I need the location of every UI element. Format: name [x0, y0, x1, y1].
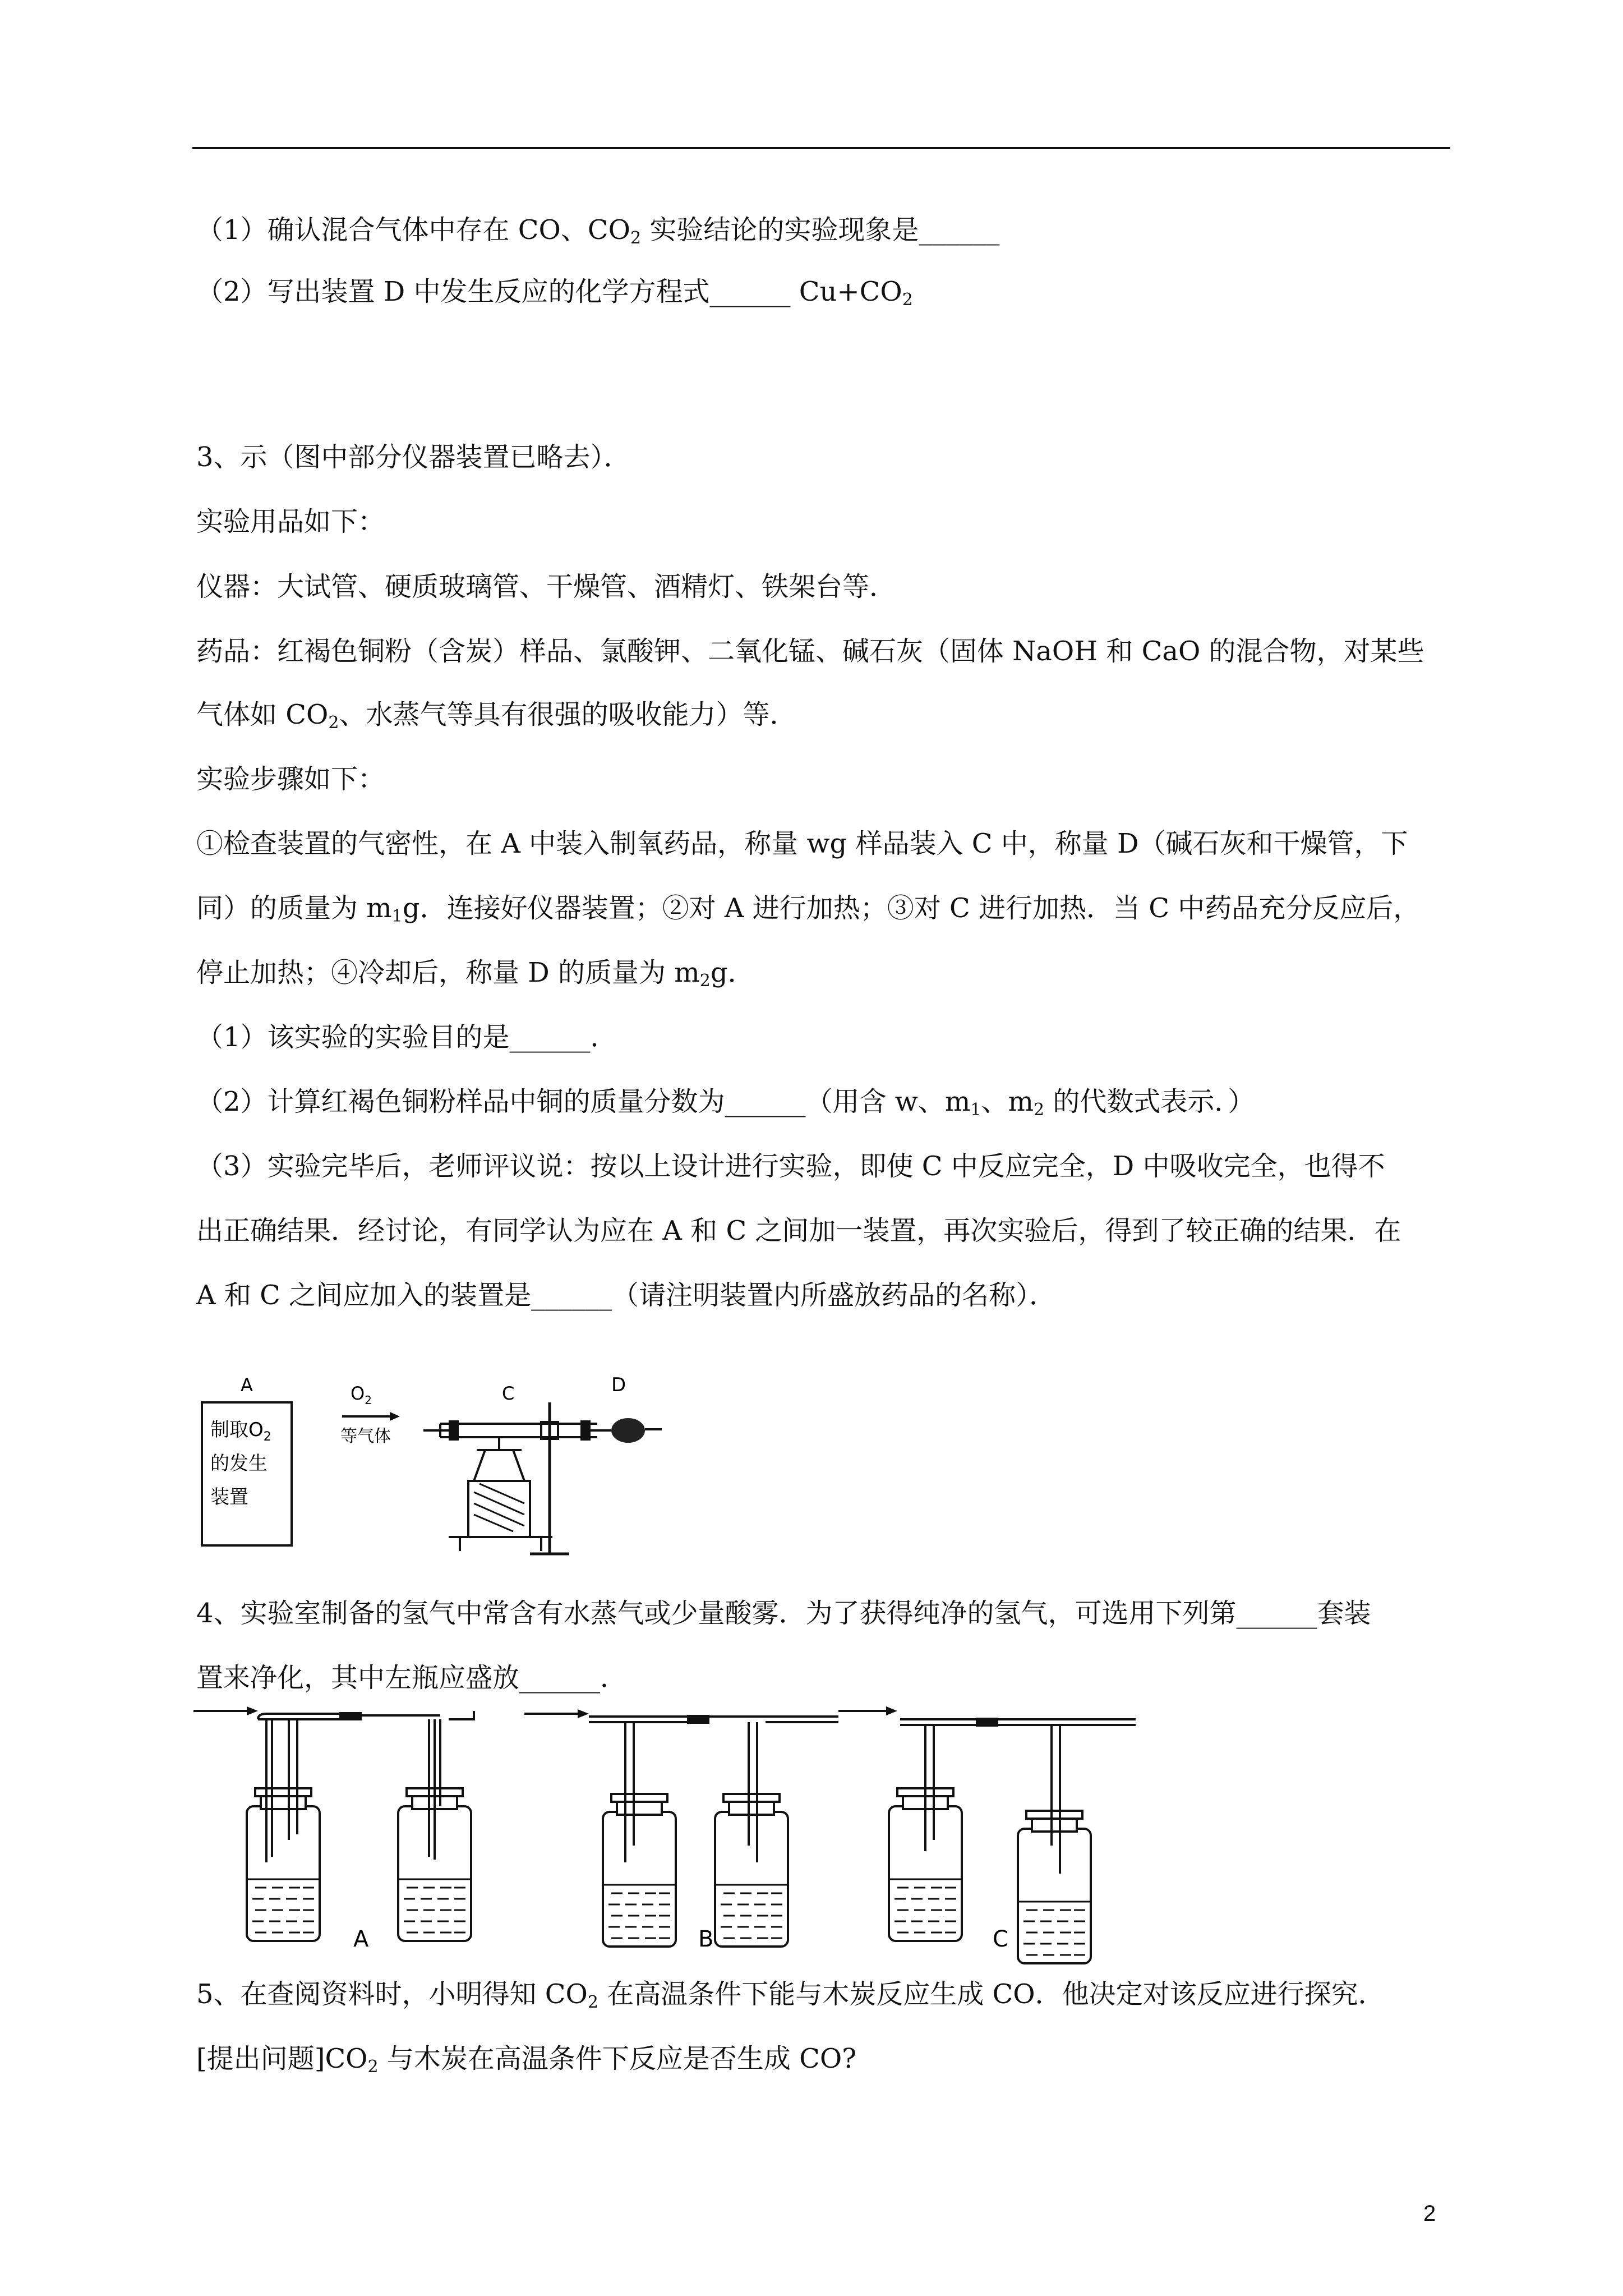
steps-line-1 — [196, 830, 1408, 857]
text: 5、在查阅资料时，小明得知 CO — [196, 1978, 588, 2010]
text: 实验步骤如下： — [196, 763, 385, 795]
drying-tube-bulb — [611, 1418, 645, 1443]
question-2-part-1 — [196, 214, 1000, 248]
subscript: 2 — [367, 2057, 379, 2077]
materials-heading — [196, 508, 385, 535]
box-label-line-1: 制取$O_2$ — [210, 1419, 271, 1444]
text: 在高温条件下能与木炭反应生成 CO．他决定对该反应进行探究． — [598, 1978, 1385, 2010]
bottle-set-b — [524, 1709, 838, 1952]
set-label-c: C — [993, 1926, 1008, 1952]
question-3-part-3-line-3 — [196, 1282, 1056, 1309]
text: 3、示（图中部分仪器装置已略去）． — [196, 441, 631, 473]
question-4-line-2 — [196, 1662, 628, 1694]
subscript: 2 — [587, 1993, 598, 2012]
steps-line-2 — [196, 892, 1421, 926]
box-letter: A — [241, 1374, 253, 1396]
set-label-a: A — [353, 1926, 369, 1952]
text: （1）该实验的实验目的是______． — [196, 1022, 617, 1053]
box-label-line-3: 装置 — [210, 1486, 248, 1508]
page-number: 2 — [1423, 2201, 1436, 2226]
apparatus-figure — [193, 1369, 676, 1559]
text: 4、实验室制备的氢气中常含有水蒸气或少量酸雾．为了获得纯净的氢气，可选用下列第______套装 — [196, 1598, 1371, 1629]
text: 仪器：大试管、硬质玻璃管、干燥管、酒精灯、铁架台等． — [196, 571, 897, 602]
text: 实验用品如下： — [196, 506, 385, 537]
subscript: 1 — [391, 907, 403, 926]
text: （2）计算红褐色铜粉样品中铜的质量分数为______（用含 w、m — [196, 1086, 971, 1117]
subscript: 2 — [902, 290, 913, 310]
text: （1）确认混合气体中存在 CO、CO — [196, 214, 630, 246]
subscript: 2 — [630, 228, 642, 248]
question-5-line-2 — [196, 2045, 856, 2076]
instruments-line — [196, 573, 896, 600]
subscript: 2 — [699, 971, 711, 991]
steps-line-3 — [196, 959, 755, 990]
text: [提出问题]CO — [196, 2043, 368, 2074]
text: （3）实验完毕后，老师评议说：按以上设计进行实验，即使 C 中反应完全，D 中吸收完全，也得不 — [196, 1151, 1385, 1182]
subscript: 2 — [328, 713, 339, 733]
lamp-flame-cone — [474, 1450, 524, 1481]
question-3-intro — [196, 441, 631, 473]
text: 的代数式表示．） — [1044, 1086, 1255, 1117]
alcohol-lamp — [468, 1481, 530, 1537]
question-3-part-3-line-1 — [196, 1153, 1385, 1180]
text: 置来净化，其中左瓶应盛放______． — [196, 1662, 628, 1694]
text: 实验结论的实验现象是______ — [641, 214, 1000, 246]
reagents-line-2 — [196, 701, 796, 731]
question-3-part-3-line-2 — [196, 1217, 1401, 1244]
text: 药品：红褐色铜粉（含炭）样品、氯酸钾、二氧化锰、碱石灰（固体 NaOH 和 CaO 的混合物，对某些 — [196, 636, 1424, 667]
text: 、水蒸气等具有很强的吸收能力）等． — [339, 699, 797, 730]
text: 出正确结果．经讨论，有同学认为应在 A 和 C 之间加一装置，再次实验后，得到了较正确的结果．在 — [196, 1215, 1401, 1246]
text: A 和 C 之间应加入的装置是______（请注明装置内所盛放药品的名称）． — [196, 1280, 1057, 1311]
header-rule — [192, 147, 1450, 149]
washing-bottles-figure — [193, 1705, 1158, 1952]
label-d: D — [611, 1374, 626, 1396]
box-label-line-2: 的发生 — [210, 1452, 268, 1475]
arrow-top-label: $O_2$ — [351, 1383, 372, 1407]
label-c: C — [502, 1383, 515, 1404]
text: 、m — [981, 1086, 1034, 1117]
text: 同）的质量为 m — [196, 892, 392, 924]
steps-heading — [196, 763, 385, 795]
question-3-part-2 — [196, 1088, 1255, 1119]
question-5-line-1 — [196, 1978, 1385, 2012]
question-2-part-2 — [196, 278, 913, 309]
text: g． — [710, 957, 755, 988]
text: 与木炭在高温条件下反应是否生成 CO? — [378, 2043, 856, 2074]
set-label-b: B — [698, 1926, 714, 1952]
text: 停止加热；④冷却后，称量 D 的质量为 m — [196, 957, 700, 988]
text: （2）写出装置 D 中发生反应的化学方程式______ Cu+CO — [196, 276, 902, 307]
question-3-part-1 — [196, 1024, 617, 1051]
question-4-line-1 — [196, 1600, 1371, 1627]
bottle-set-c — [838, 1706, 1136, 1963]
bottle-set-a — [193, 1706, 474, 1952]
gas-arrow-head — [390, 1412, 400, 1421]
arrow-bottom-label: 等气体 — [340, 1427, 391, 1446]
text: g．连接好仪器装置；②对 A 进行加热；③对 C 进行加热．当 C 中药品充分反应后， — [402, 892, 1421, 924]
subscript: 2 — [1034, 1100, 1045, 1120]
subscript: 1 — [970, 1100, 981, 1120]
text: ①检查装置的气密性，在 A 中装入制氧药品，称量 wg 样品装入 C 中，称量 D（碱石灰和干燥管，下 — [196, 828, 1408, 859]
reagents-line-1 — [196, 638, 1424, 665]
text: 气体如 CO — [196, 699, 329, 730]
